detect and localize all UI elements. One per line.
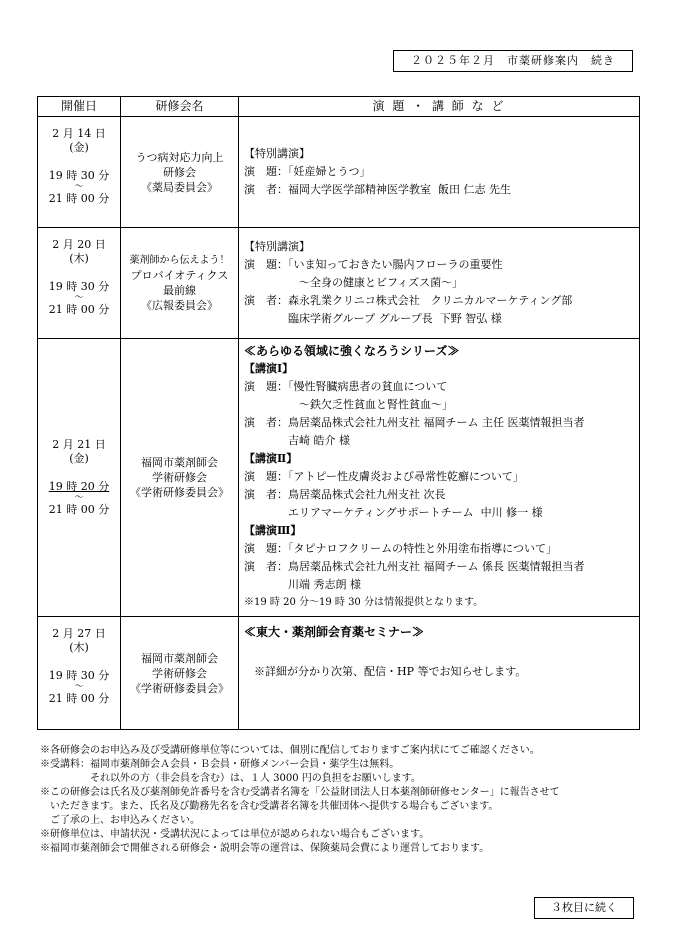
topic-line: 吉崎 皓介 様 [244, 434, 350, 447]
time-end: 21 時 00 分 [48, 303, 110, 316]
table-row [38, 617, 640, 730]
time-tilde: 〜 [74, 293, 84, 303]
seminar-committee: 《学術研修委員会》 [130, 681, 229, 695]
topic-line: 【特別講演】 [244, 240, 310, 253]
note-line: それ以外の方（非会員を含む）は、１人 3000 円の負担をお願いします。 [40, 773, 422, 784]
event-weekday: (木) [69, 641, 89, 654]
time-start: 19 時 20 分 [48, 480, 110, 493]
note-line: ※研修単位は、申請状況・受講状況によっては単位が認められない場合もございます。 [40, 829, 430, 840]
info-note: ※19 時 20 分～19 時 30 分は情報提供となります。 [244, 597, 484, 608]
lecture-heading: 【講演Ⅰ】 [244, 362, 294, 375]
topic-line: 演 題：「いま知っておきたい腸内フローラの重要性 [244, 258, 503, 271]
seminar-name-line: 薬剤師から伝えよう！ [129, 255, 230, 266]
date-cell [38, 117, 121, 228]
header-name: 研修会名 [121, 97, 239, 117]
seminar-name-line: 福岡市薬剤師会 [141, 651, 218, 665]
header-date: 開催日 [38, 97, 121, 117]
seminar-name-line: 最前線 [163, 284, 196, 297]
topic-line: ～鉄欠乏性貧血と腎性貧血～」 [244, 398, 453, 411]
series-title: ≪あらゆる領域に強くなろうシリーズ≫ [244, 344, 460, 358]
event-weekday: (金) [69, 452, 89, 465]
seminar-committee: 《広報委員会》 [141, 299, 218, 312]
name-cell [121, 117, 239, 228]
topic-cell [239, 339, 640, 617]
topic-line: 演 題：「タピナロフクリームの特性と外用塗布指導について」 [244, 542, 557, 555]
time-end: 21 時 00 分 [48, 503, 110, 516]
topic-line: 演 者：森永乳業クリニコ株式会社 クリニカルマーケティング部 [244, 294, 573, 307]
topic-cell [239, 228, 640, 339]
topic-line: 演 者：鳥居薬品株式会社九州支社 次長 [244, 488, 446, 501]
event-date: 2 月 27 日 [52, 627, 106, 640]
continue-label: ３枚目に続く [534, 897, 634, 919]
topic-line: ※詳細が分かり次第、配信・HP 等でお知らせします。 [254, 665, 527, 678]
event-date: 2 月 14 日 [52, 127, 106, 140]
table-header-row [38, 97, 640, 117]
time-start: 19 時 30 分 [48, 280, 110, 293]
table-row [38, 339, 640, 617]
schedule-table [37, 96, 640, 730]
note-line: ※福岡市薬剤師会で開催される研修会・説明会等の運営は、保険薬局会費により運営しております。 [40, 843, 490, 854]
topic-line: 演 題：「妊産婦とうつ」 [244, 165, 371, 178]
event-weekday: (金) [69, 141, 89, 154]
seminar-name-line: 福岡市薬剤師会 [141, 456, 218, 469]
name-cell [121, 339, 239, 617]
header-topic: 演 題 ・ 講 師 な ど [239, 97, 640, 117]
seminar-name-line: 研修会 [163, 165, 196, 179]
seminar-name-line: プロバイオティクス [130, 269, 229, 282]
event-date: 2 月 21 日 [52, 438, 106, 451]
time-start: 19 時 30 分 [48, 669, 110, 682]
note-line: ※この研修会は氏名及び薬剤師免許番号を含む受講者名簿を「公益財団法人日本薬剤師研修センター」に報告させて [40, 787, 560, 798]
topic-line: 演 題：「慢性腎臓病患者の貧血について [244, 380, 448, 393]
seminar-name-line: うつ病対応力向上 [135, 150, 224, 164]
topic-line: 【特別講演】 [244, 147, 310, 160]
name-cell [121, 617, 239, 730]
topic-line: 臨床学術グループ グループ長 下野 智弘 様 [244, 312, 502, 325]
topic-line: 演 者：鳥居薬品株式会社九州支社 福岡チーム 主任 医薬情報担当者 [244, 416, 585, 429]
time-tilde: 〜 [74, 682, 84, 692]
topic-line: 川端 秀志朗 様 [244, 578, 361, 591]
topic-cell [239, 117, 640, 228]
seminar-committee: 《学術研修委員会》 [130, 486, 229, 499]
note-line: ※受講料：福岡市薬剤師会Ａ会員・Ｂ会員・研修メンバー会員・薬学生は無料。 [40, 759, 400, 770]
topic-line: 演 者：福岡大学医学部精神医学教室 飯田 仁志 先生 [244, 183, 511, 196]
lecture-heading: 【講演Ⅱ】 [244, 452, 298, 465]
time-end: 21 時 00 分 [48, 692, 110, 705]
seminar-name-line: 学術研修会 [152, 471, 207, 484]
header-title: ２０２５年２月 市薬研修案内 続き [393, 50, 633, 72]
lecture-heading: 【講演Ⅲ】 [244, 524, 302, 537]
event-weekday: (木) [69, 252, 89, 265]
name-cell [121, 228, 239, 339]
date-cell [38, 228, 121, 339]
time-tilde: 〜 [74, 182, 84, 192]
note-line: いただきます。また、氏名及び勤務先名を含む受講者名簿を共催団体へ提供する場合もございます。 [40, 801, 499, 812]
note-line: ご了承の上、お申込みください。 [40, 815, 200, 826]
table-row [38, 228, 640, 339]
topic-line: 演 題：「アトピー性皮膚炎および尋常性乾癬について」 [244, 470, 524, 483]
date-cell [38, 339, 121, 617]
note-line: ※各研修会のお申込み及び受講研修単位等については、個別に配信しておりますご案内状にてご確認ください。 [40, 745, 540, 756]
series-title: ≪東大・薬剤師会育薬セミナー≫ [244, 625, 425, 639]
time-end: 21 時 00 分 [48, 192, 110, 205]
time-tilde: 〜 [74, 493, 84, 503]
time-start: 19 時 30 分 [48, 169, 110, 182]
topic-line: 演 者：鳥居薬品株式会社九州支社 福岡チーム 係長 医薬情報担当者 [244, 560, 585, 573]
date-cell [38, 617, 121, 730]
seminar-committee: 《薬局委員会》 [141, 180, 218, 194]
table-row [38, 117, 640, 228]
event-date: 2 月 20 日 [52, 238, 106, 251]
topic-cell [239, 617, 640, 730]
notes [40, 744, 650, 856]
seminar-name-line: 学術研修会 [152, 666, 207, 680]
topic-line: エリアマーケティングサポートチーム 中川 修一 様 [244, 506, 543, 519]
topic-line: ～全身の健康とビフィズス菌～」 [244, 276, 464, 289]
